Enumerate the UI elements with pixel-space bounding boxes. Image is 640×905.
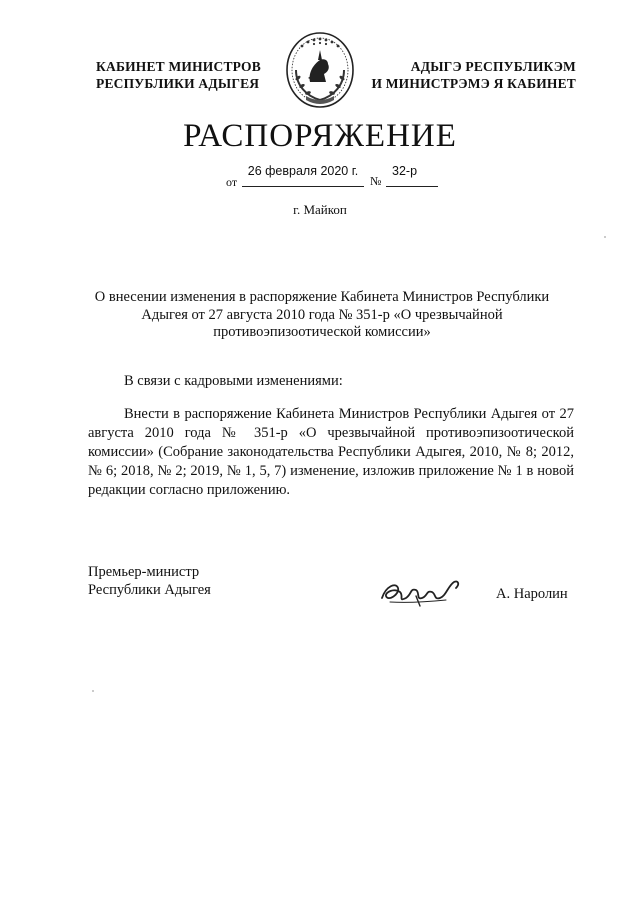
number-value: 32-р (392, 164, 418, 178)
signer-position-line1: Премьер-министр (88, 564, 200, 580)
signer-position-line2: Республики Адыгея (88, 582, 211, 598)
coat-of-arms-emblem (284, 30, 356, 110)
number-prefix-label (370, 172, 381, 190)
document-subject: О внесении изменения в распоряжение Кабинета Министров Республики Адыгея от 27 августа 2010 года № 351-р «О чрезвычайной противоэпизоотической комиссии» (94, 289, 550, 340)
document-type-title: РАСПОРЯЖЕНИЕ (183, 118, 457, 154)
date-prefix: от (226, 175, 238, 189)
issuer-name-adyghe-line2: И МИНИСТРЭМЭ Я КАБИНЕТ (371, 76, 576, 91)
intro-paragraph: В связи с кадровыми изменениями: (124, 373, 343, 389)
issuer-name-adyghe (366, 58, 576, 92)
date-field (242, 162, 364, 187)
date-prefix-label (226, 173, 237, 191)
handwritten-signature (376, 572, 466, 612)
number-field (386, 162, 438, 187)
date-value: 26 февраля 2020 г. (247, 164, 359, 178)
issuer-name-adyghe-line1: АДЫГЭ РЕСПУБЛИКЭМ (410, 59, 576, 74)
signer-name: А. Наролин (496, 586, 568, 602)
scan-speck (92, 690, 94, 692)
issuer-name-russian-line2: РЕСПУБЛИКИ АДЫГЕЯ (96, 76, 260, 91)
city-line: г. Майкоп (293, 202, 347, 217)
issuer-name-russian (96, 58, 266, 92)
scan-speck (604, 236, 606, 238)
issuer-name-russian-line1: КАБИНЕТ МИНИСТРОВ (96, 59, 261, 74)
number-prefix: № (370, 174, 382, 188)
signer-position (88, 563, 211, 599)
body-paragraph: Внести в распоряжение Кабинета Министров Республики Адыгея от 27 августа 2010 года № 351-р «О чрезвычайной противоэпизоотической комиссии» (Собрание законодательства Республики Адыгея, 2010, № 8; 2012, № 6; 2018, № 2; 2019, № 1, 5, 7) изменение, изложив приложение № 1 в новой редакции согласно приложению. (88, 406, 574, 498)
